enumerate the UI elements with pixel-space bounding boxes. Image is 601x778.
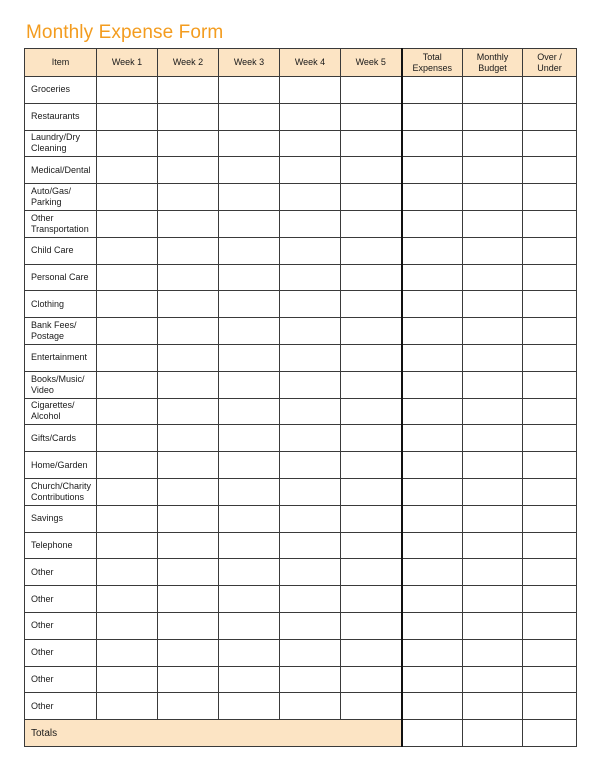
entry-cell-week-3[interactable] [219,371,280,398]
entry-cell-week-1[interactable] [97,371,158,398]
entry-cell-total-expenses[interactable] [402,532,463,559]
row-label: Clothing [25,291,97,318]
entry-cell-week-2[interactable] [158,559,219,586]
entry-cell-over-under[interactable] [523,184,577,211]
entry-cell-over-under[interactable] [523,425,577,452]
row-label: Other Transportation [25,210,97,237]
entry-cell-week-5[interactable] [341,291,402,318]
table-row [25,344,577,371]
table-row [25,398,577,425]
table-row [25,666,577,693]
entry-cell-monthly-budget[interactable] [463,559,523,586]
table-row [25,693,577,720]
entry-cell-week-1[interactable] [97,318,158,345]
entry-cell-week-4[interactable] [280,103,341,130]
column-header-week-3: Week 3 [219,49,280,77]
entry-cell-total-expenses[interactable] [402,666,463,693]
entry-cell-monthly-budget[interactable] [463,425,523,452]
entry-cell-over-under[interactable] [523,264,577,291]
entry-cell-monthly-budget[interactable] [463,344,523,371]
entry-cell-monthly-budget[interactable] [463,210,523,237]
entry-cell-week-5[interactable] [341,586,402,613]
entry-cell-total-expenses[interactable] [402,398,463,425]
entry-cell-over-under[interactable] [523,532,577,559]
table-row [25,130,577,157]
entry-cell-week-5[interactable] [341,398,402,425]
column-header-week-2: Week 2 [158,49,219,77]
entry-cell-week-4[interactable] [280,157,341,184]
totals-monthly-budget-cell[interactable] [463,720,523,747]
entry-cell-week-5[interactable] [341,532,402,559]
totals-label: Totals [25,720,402,747]
table-row [25,478,577,505]
entry-cell-over-under[interactable] [523,586,577,613]
row-label: Other [25,586,97,613]
table-row [25,77,577,104]
entry-cell-week-1[interactable] [97,478,158,505]
entry-cell-week-5[interactable] [341,639,402,666]
totals-row [25,720,577,747]
entry-cell-week-2[interactable] [158,639,219,666]
entry-cell-week-5[interactable] [341,693,402,720]
entry-cell-week-5[interactable] [341,318,402,345]
entry-cell-week-3[interactable] [219,612,280,639]
entry-cell-week-2[interactable] [158,478,219,505]
entry-cell-total-expenses[interactable] [402,612,463,639]
entry-cell-week-2[interactable] [158,210,219,237]
row-label: Child Care [25,237,97,264]
entry-cell-week-2[interactable] [158,318,219,345]
column-header-item: Item [25,49,97,77]
entry-cell-week-5[interactable] [341,184,402,211]
table-row [25,505,577,532]
entry-cell-total-expenses[interactable] [402,130,463,157]
entry-cell-total-expenses[interactable] [402,693,463,720]
entry-cell-week-1[interactable] [97,532,158,559]
table-row [25,586,577,613]
entry-cell-week-4[interactable] [280,237,341,264]
entry-cell-week-2[interactable] [158,612,219,639]
entry-cell-over-under[interactable] [523,103,577,130]
entry-cell-total-expenses[interactable] [402,103,463,130]
row-label: Savings [25,505,97,532]
entry-cell-over-under[interactable] [523,237,577,264]
entry-cell-week-1[interactable] [97,77,158,104]
row-label: Groceries [25,77,97,104]
entry-cell-week-2[interactable] [158,264,219,291]
entry-cell-total-expenses[interactable] [402,264,463,291]
entry-cell-week-1[interactable] [97,639,158,666]
entry-cell-over-under[interactable] [523,693,577,720]
entry-cell-week-3[interactable] [219,478,280,505]
entry-cell-week-2[interactable] [158,157,219,184]
table-row [25,371,577,398]
entry-cell-week-1[interactable] [97,291,158,318]
entry-cell-week-4[interactable] [280,318,341,345]
entry-cell-week-2[interactable] [158,184,219,211]
entry-cell-week-3[interactable] [219,157,280,184]
entry-cell-monthly-budget[interactable] [463,452,523,479]
entry-cell-week-1[interactable] [97,693,158,720]
entry-cell-week-3[interactable] [219,344,280,371]
entry-cell-monthly-budget[interactable] [463,371,523,398]
entry-cell-week-4[interactable] [280,210,341,237]
entry-cell-week-4[interactable] [280,425,341,452]
entry-cell-week-1[interactable] [97,425,158,452]
entry-cell-week-2[interactable] [158,532,219,559]
entry-cell-week-3[interactable] [219,77,280,104]
entry-cell-week-3[interactable] [219,639,280,666]
entry-cell-week-3[interactable] [219,532,280,559]
entry-cell-total-expenses[interactable] [402,559,463,586]
row-label: Home/Garden [25,452,97,479]
entry-cell-week-2[interactable] [158,103,219,130]
entry-cell-total-expenses[interactable] [402,318,463,345]
totals-total-expenses-cell[interactable] [402,720,463,747]
row-label: Restaurants [25,103,97,130]
entry-cell-week-2[interactable] [158,398,219,425]
table-row [25,318,577,345]
entry-cell-week-1[interactable] [97,237,158,264]
entry-cell-week-3[interactable] [219,184,280,211]
entry-cell-over-under[interactable] [523,77,577,104]
entry-cell-week-5[interactable] [341,612,402,639]
row-label: Medical/Dental [25,157,97,184]
entry-cell-week-1[interactable] [97,586,158,613]
entry-cell-week-3[interactable] [219,559,280,586]
row-label: Entertainment [25,344,97,371]
expense-table [24,48,577,747]
entry-cell-total-expenses[interactable] [402,344,463,371]
entry-cell-week-4[interactable] [280,666,341,693]
entry-cell-over-under[interactable] [523,612,577,639]
entry-cell-week-3[interactable] [219,237,280,264]
entry-cell-monthly-budget[interactable] [463,505,523,532]
table-row [25,157,577,184]
entry-cell-week-1[interactable] [97,344,158,371]
entry-cell-total-expenses[interactable] [402,425,463,452]
entry-cell-week-5[interactable] [341,157,402,184]
entry-cell-monthly-budget[interactable] [463,157,523,184]
entry-cell-week-4[interactable] [280,693,341,720]
row-label: Other [25,666,97,693]
column-header-week-1: Week 1 [97,49,158,77]
entry-cell-week-3[interactable] [219,398,280,425]
entry-cell-week-4[interactable] [280,586,341,613]
entry-cell-monthly-budget[interactable] [463,237,523,264]
entry-cell-week-5[interactable] [341,666,402,693]
entry-cell-week-4[interactable] [280,77,341,104]
row-label: Other [25,559,97,586]
table-row [25,612,577,639]
entry-cell-week-4[interactable] [280,478,341,505]
entry-cell-week-2[interactable] [158,693,219,720]
entry-cell-monthly-budget[interactable] [463,666,523,693]
column-header-total-expenses: Total Expenses [402,49,463,77]
entry-cell-monthly-budget[interactable] [463,532,523,559]
table-row [25,184,577,211]
row-label: Church/Charity Contributions [25,478,97,505]
entry-cell-over-under[interactable] [523,371,577,398]
row-label: Other [25,639,97,666]
column-header-over-under: Over / Under [523,49,577,77]
row-label: Laundry/Dry Cleaning [25,130,97,157]
entry-cell-week-3[interactable] [219,452,280,479]
entry-cell-week-4[interactable] [280,639,341,666]
entry-cell-total-expenses[interactable] [402,586,463,613]
totals-over-under-cell[interactable] [523,720,577,747]
entry-cell-total-expenses[interactable] [402,371,463,398]
entry-cell-week-3[interactable] [219,425,280,452]
entry-cell-over-under[interactable] [523,505,577,532]
entry-cell-week-1[interactable] [97,398,158,425]
entry-cell-week-2[interactable] [158,371,219,398]
row-label: Telephone [25,532,97,559]
column-header-monthly-budget: Monthly Budget [463,49,523,77]
entry-cell-week-4[interactable] [280,452,341,479]
entry-cell-over-under[interactable] [523,398,577,425]
entry-cell-week-1[interactable] [97,130,158,157]
entry-cell-week-3[interactable] [219,130,280,157]
entry-cell-week-2[interactable] [158,452,219,479]
entry-cell-week-1[interactable] [97,264,158,291]
entry-cell-week-4[interactable] [280,291,341,318]
entry-cell-monthly-budget[interactable] [463,639,523,666]
row-label: Cigarettes/ Alcohol [25,398,97,425]
entry-cell-week-4[interactable] [280,371,341,398]
entry-cell-week-4[interactable] [280,264,341,291]
entry-cell-week-2[interactable] [158,130,219,157]
row-label: Books/Music/ Video [25,371,97,398]
row-label: Gifts/Cards [25,425,97,452]
entry-cell-week-1[interactable] [97,612,158,639]
entry-cell-week-1[interactable] [97,452,158,479]
table-row [25,425,577,452]
entry-cell-week-3[interactable] [219,505,280,532]
entry-cell-week-2[interactable] [158,666,219,693]
entry-cell-week-4[interactable] [280,130,341,157]
entry-cell-week-4[interactable] [280,398,341,425]
entry-cell-week-3[interactable] [219,103,280,130]
entry-cell-monthly-budget[interactable] [463,130,523,157]
entry-cell-total-expenses[interactable] [402,505,463,532]
entry-cell-total-expenses[interactable] [402,639,463,666]
entry-cell-week-3[interactable] [219,318,280,345]
row-label: Bank Fees/ Postage [25,318,97,345]
entry-cell-week-2[interactable] [158,77,219,104]
entry-cell-monthly-budget[interactable] [463,184,523,211]
entry-cell-over-under[interactable] [523,157,577,184]
table-row [25,639,577,666]
entry-cell-over-under[interactable] [523,639,577,666]
entry-cell-week-1[interactable] [97,559,158,586]
entry-cell-week-5[interactable] [341,452,402,479]
column-header-week-5: Week 5 [341,49,402,77]
entry-cell-week-4[interactable] [280,532,341,559]
entry-cell-monthly-budget[interactable] [463,264,523,291]
entry-cell-monthly-budget[interactable] [463,398,523,425]
row-label: Personal Care [25,264,97,291]
table-row [25,532,577,559]
entry-cell-week-5[interactable] [341,103,402,130]
entry-cell-week-2[interactable] [158,505,219,532]
table-row [25,103,577,130]
entry-cell-week-5[interactable] [341,77,402,104]
entry-cell-over-under[interactable] [523,210,577,237]
entry-cell-monthly-budget[interactable] [463,77,523,104]
entry-cell-week-1[interactable] [97,666,158,693]
entry-cell-week-5[interactable] [341,237,402,264]
entry-cell-week-1[interactable] [97,103,158,130]
entry-cell-week-5[interactable] [341,210,402,237]
entry-cell-monthly-budget[interactable] [463,478,523,505]
entry-cell-total-expenses[interactable] [402,237,463,264]
entry-cell-monthly-budget[interactable] [463,291,523,318]
entry-cell-week-3[interactable] [219,264,280,291]
column-header-week-4: Week 4 [280,49,341,77]
entry-cell-week-4[interactable] [280,559,341,586]
entry-cell-week-5[interactable] [341,478,402,505]
table-row [25,559,577,586]
entry-cell-week-4[interactable] [280,505,341,532]
row-label: Auto/Gas/ Parking [25,184,97,211]
entry-cell-monthly-budget[interactable] [463,103,523,130]
entry-cell-monthly-budget[interactable] [463,612,523,639]
entry-cell-monthly-budget[interactable] [463,693,523,720]
entry-cell-week-1[interactable] [97,184,158,211]
entry-cell-total-expenses[interactable] [402,210,463,237]
entry-cell-week-3[interactable] [219,586,280,613]
entry-cell-monthly-budget[interactable] [463,586,523,613]
entry-cell-week-2[interactable] [158,344,219,371]
row-label: Other [25,612,97,639]
entry-cell-week-3[interactable] [219,666,280,693]
entry-cell-total-expenses[interactable] [402,184,463,211]
entry-cell-week-2[interactable] [158,237,219,264]
table-row [25,291,577,318]
entry-cell-week-2[interactable] [158,291,219,318]
entry-cell-over-under[interactable] [523,452,577,479]
entry-cell-week-3[interactable] [219,693,280,720]
entry-cell-total-expenses[interactable] [402,291,463,318]
entry-cell-week-3[interactable] [219,291,280,318]
entry-cell-over-under[interactable] [523,291,577,318]
entry-cell-total-expenses[interactable] [402,478,463,505]
entry-cell-total-expenses[interactable] [402,77,463,104]
entry-cell-week-5[interactable] [341,344,402,371]
entry-cell-over-under[interactable] [523,478,577,505]
form-title: Monthly Expense Form [26,22,224,43]
entry-cell-week-5[interactable] [341,505,402,532]
table-header-row [25,49,577,77]
table-row [25,264,577,291]
entry-cell-over-under[interactable] [523,318,577,345]
entry-cell-week-4[interactable] [280,344,341,371]
entry-cell-monthly-budget[interactable] [463,318,523,345]
table-row [25,210,577,237]
entry-cell-over-under[interactable] [523,344,577,371]
entry-cell-week-5[interactable] [341,559,402,586]
entry-cell-total-expenses[interactable] [402,157,463,184]
entry-cell-over-under[interactable] [523,130,577,157]
entry-cell-over-under[interactable] [523,559,577,586]
entry-cell-week-1[interactable] [97,157,158,184]
entry-cell-week-5[interactable] [341,264,402,291]
entry-cell-week-1[interactable] [97,210,158,237]
entry-cell-week-5[interactable] [341,130,402,157]
table-row [25,452,577,479]
entry-cell-week-5[interactable] [341,425,402,452]
entry-cell-week-2[interactable] [158,425,219,452]
entry-cell-week-5[interactable] [341,371,402,398]
entry-cell-week-2[interactable] [158,586,219,613]
entry-cell-week-1[interactable] [97,505,158,532]
entry-cell-total-expenses[interactable] [402,452,463,479]
entry-cell-over-under[interactable] [523,666,577,693]
entry-cell-week-3[interactable] [219,210,280,237]
table-row [25,237,577,264]
entry-cell-week-4[interactable] [280,184,341,211]
entry-cell-week-4[interactable] [280,612,341,639]
row-label: Other [25,693,97,720]
